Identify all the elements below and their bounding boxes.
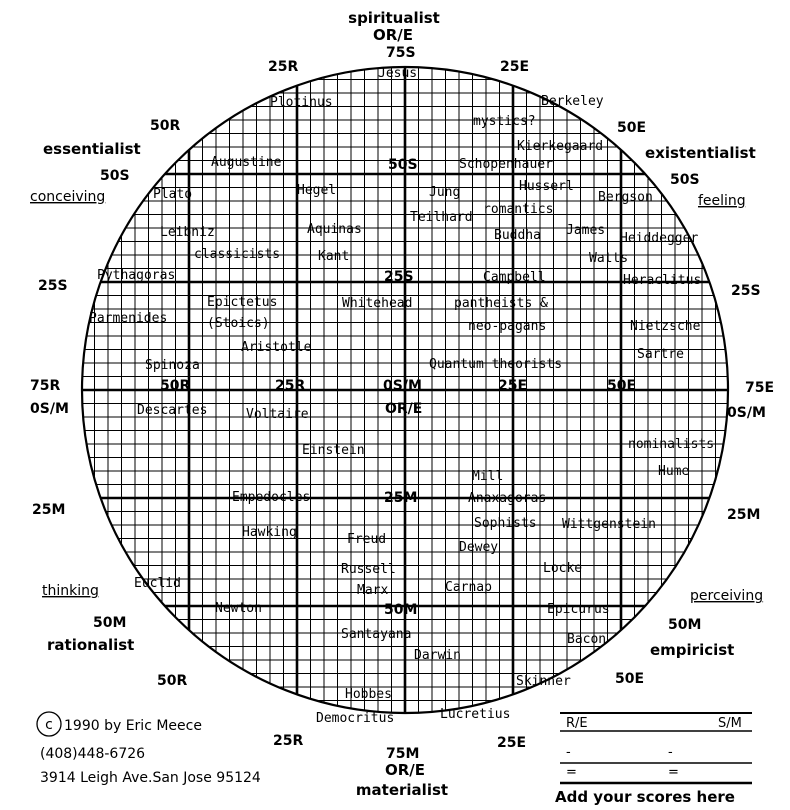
mode-perceiving: perceiving bbox=[690, 588, 764, 604]
scale-lower-50r: 50R bbox=[157, 673, 188, 689]
label-hawking: Hawking bbox=[242, 525, 297, 540]
label-heraclitus: Heraclitus bbox=[623, 273, 702, 288]
label-whitehead: Whitehead bbox=[342, 296, 413, 311]
scale-upper-50r: 50R bbox=[150, 118, 181, 134]
score-box bbox=[555, 713, 752, 806]
scale-bottom-25e: 25E bbox=[497, 735, 527, 751]
label-epictetus: Epictetus bbox=[207, 295, 278, 310]
label-mill: Mill bbox=[472, 469, 504, 484]
pole-top-code: OR/E bbox=[372, 26, 414, 44]
scale-right-25m: 25M bbox=[727, 507, 761, 523]
label-aristotle: Aristotle bbox=[241, 340, 312, 355]
label-marx: Marx bbox=[357, 583, 389, 598]
scale-axis-50r: 50R bbox=[160, 378, 191, 394]
label-james: James bbox=[566, 223, 606, 238]
label-carnap: Carnap bbox=[445, 580, 492, 595]
label-lucretius: Lucretius bbox=[440, 707, 511, 722]
label-democritus: Democritus bbox=[316, 711, 395, 726]
scale-center-ore: OR/E bbox=[385, 401, 423, 417]
label-jesus: Jesus bbox=[378, 66, 418, 81]
scale-inner-50m: 50M bbox=[384, 602, 418, 618]
score-dash-2: - bbox=[668, 745, 673, 760]
pole-rationalist: rationalist bbox=[47, 636, 135, 654]
label-neopagans: neo-pagans bbox=[468, 319, 547, 334]
label-sartre: Sartre bbox=[637, 347, 684, 362]
label-euclid: Euclid bbox=[134, 576, 181, 591]
label-dewey: Dewey bbox=[459, 540, 499, 555]
scale-inner-25s: 25S bbox=[384, 269, 414, 285]
mode-conceiving: conceiving bbox=[30, 189, 106, 205]
label-newton: Newton bbox=[215, 601, 262, 616]
label-descartes: Descartes bbox=[137, 403, 208, 418]
credit-phone: (408)448-6726 bbox=[40, 746, 146, 762]
label-leibniz: Leibniz bbox=[160, 225, 215, 240]
scale-upper-50e: 50E bbox=[617, 120, 647, 136]
scale-axis-75r: 75R bbox=[30, 378, 61, 394]
pole-essentialist: essentialist bbox=[43, 140, 141, 158]
score-col-re: R/E bbox=[566, 716, 588, 731]
label-plotinus: Plotinus bbox=[270, 95, 333, 110]
label-pantheists: pantheists & bbox=[454, 296, 548, 311]
scale-lower-50e: 50E bbox=[615, 671, 645, 687]
score-eq-2: = bbox=[668, 765, 679, 780]
label-classicists: classicists bbox=[194, 247, 281, 262]
scale-left-25s: 25S bbox=[38, 278, 68, 294]
label-berkeley: Berkeley bbox=[541, 94, 604, 109]
scale-right-25s: 25S bbox=[731, 283, 761, 299]
label-hume: Hume bbox=[658, 464, 690, 479]
label-anaxagoras: Anaxagoras bbox=[468, 491, 547, 506]
scale-left-25m: 25M bbox=[32, 502, 66, 518]
label-hobbes: Hobbes bbox=[345, 687, 392, 702]
label-locke: Locke bbox=[543, 561, 583, 576]
label-epicurus: Epicurus bbox=[547, 602, 610, 617]
scale-bottom-25r: 25R bbox=[273, 733, 304, 749]
label-augustine: Augustine bbox=[211, 155, 282, 170]
mode-feeling: feeling bbox=[698, 193, 746, 209]
scale-inner-50s: 50S bbox=[388, 157, 418, 173]
scale-axis-0sm: 0S/M bbox=[383, 378, 422, 394]
label-romantics: romantics bbox=[483, 202, 554, 217]
pole-empiricist: empiricist bbox=[650, 641, 735, 659]
label-kierkegaard: Kierkegaard bbox=[517, 139, 604, 154]
scale-75s: 75S bbox=[386, 45, 416, 61]
score-eq-1: = bbox=[566, 765, 577, 780]
score-dash-1: - bbox=[566, 745, 571, 760]
label-russell: Russell bbox=[341, 562, 396, 577]
copyright-symbol: c bbox=[45, 717, 53, 733]
label-einstein: Einstein bbox=[302, 443, 365, 458]
score-col-sm: S/M bbox=[718, 716, 742, 731]
pole-spiritualist: spiritualist bbox=[348, 9, 440, 27]
label-sophists: Sophists bbox=[474, 516, 537, 531]
scale-axis-75e: 75E bbox=[745, 380, 775, 396]
scale-axis-50e: 50E bbox=[607, 378, 637, 394]
pole-existentialist: existentialist bbox=[645, 144, 756, 162]
scale-left-50s: 50S bbox=[100, 168, 130, 184]
scale-right-0sm: 0S/M bbox=[727, 405, 766, 421]
label-husserl: Husserl bbox=[519, 179, 574, 194]
label-plato: Plato bbox=[153, 187, 193, 202]
label-mystics: mystics? bbox=[473, 114, 536, 129]
label-freud: Freud bbox=[347, 532, 387, 547]
label-bergson: Bergson bbox=[598, 190, 653, 205]
label-empedocles: Empedocles bbox=[232, 490, 311, 505]
score-caption: Add your scores here bbox=[555, 788, 735, 806]
label-heidegger: Heiddegger bbox=[620, 231, 699, 246]
label-pythagoras: Pythagoras bbox=[97, 268, 176, 283]
scale-axis-25e: 25E bbox=[498, 378, 528, 394]
label-buddha: Buddha bbox=[494, 228, 541, 243]
label-spinoza: Spinoza bbox=[145, 358, 200, 373]
scale-top-25e: 25E bbox=[500, 59, 530, 75]
scale-left-0sm: 0S/M bbox=[30, 401, 69, 417]
scale-top-25r: 25R bbox=[268, 59, 299, 75]
scale-right-50s: 50S bbox=[670, 172, 700, 188]
label-teilhard: Teilhard bbox=[410, 210, 473, 225]
scale-left-50m: 50M bbox=[93, 615, 127, 631]
scale-inner-25m: 25M bbox=[384, 490, 418, 506]
label-kant: Kant bbox=[318, 249, 350, 264]
label-aquinas: Aquinas bbox=[307, 222, 362, 237]
label-schopenhauer: Schopenhauer bbox=[459, 157, 553, 172]
scale-axis-25r: 25R bbox=[275, 378, 306, 394]
label-darwin: Darwin bbox=[414, 648, 461, 663]
label-campbell: Campbell bbox=[483, 270, 546, 285]
label-watts: Watts bbox=[589, 251, 629, 266]
label-skinner: Skinner bbox=[516, 674, 571, 689]
credit-line: 1990 by Eric Meece bbox=[64, 718, 202, 734]
label-parmenides: Parmenides bbox=[89, 311, 168, 326]
credit-address: 3914 Leigh Ave.San Jose 95124 bbox=[40, 770, 261, 786]
scale-right-50m: 50M bbox=[668, 617, 702, 633]
mode-thinking: thinking bbox=[42, 583, 99, 599]
label-nietzsche: Nietzsche bbox=[630, 319, 701, 334]
label-stoics: (Stoics) bbox=[207, 316, 270, 331]
label-hegel: Hegel bbox=[297, 183, 337, 198]
label-wittgenstein: Wittgenstein bbox=[562, 517, 656, 532]
pole-bottom-code: OR/E bbox=[384, 761, 426, 779]
pole-materialist: materialist bbox=[355, 781, 449, 799]
label-santayana: Santayana bbox=[341, 627, 412, 642]
label-jung: Jung bbox=[429, 185, 461, 200]
label-nominalists: nominalists bbox=[628, 437, 715, 452]
label-voltaire: Voltaire bbox=[246, 407, 309, 422]
label-bacon: Bacon bbox=[567, 632, 607, 647]
label-quantum: Quantum theorists bbox=[429, 357, 563, 372]
scale-bottom-75m: 75M bbox=[386, 746, 420, 762]
